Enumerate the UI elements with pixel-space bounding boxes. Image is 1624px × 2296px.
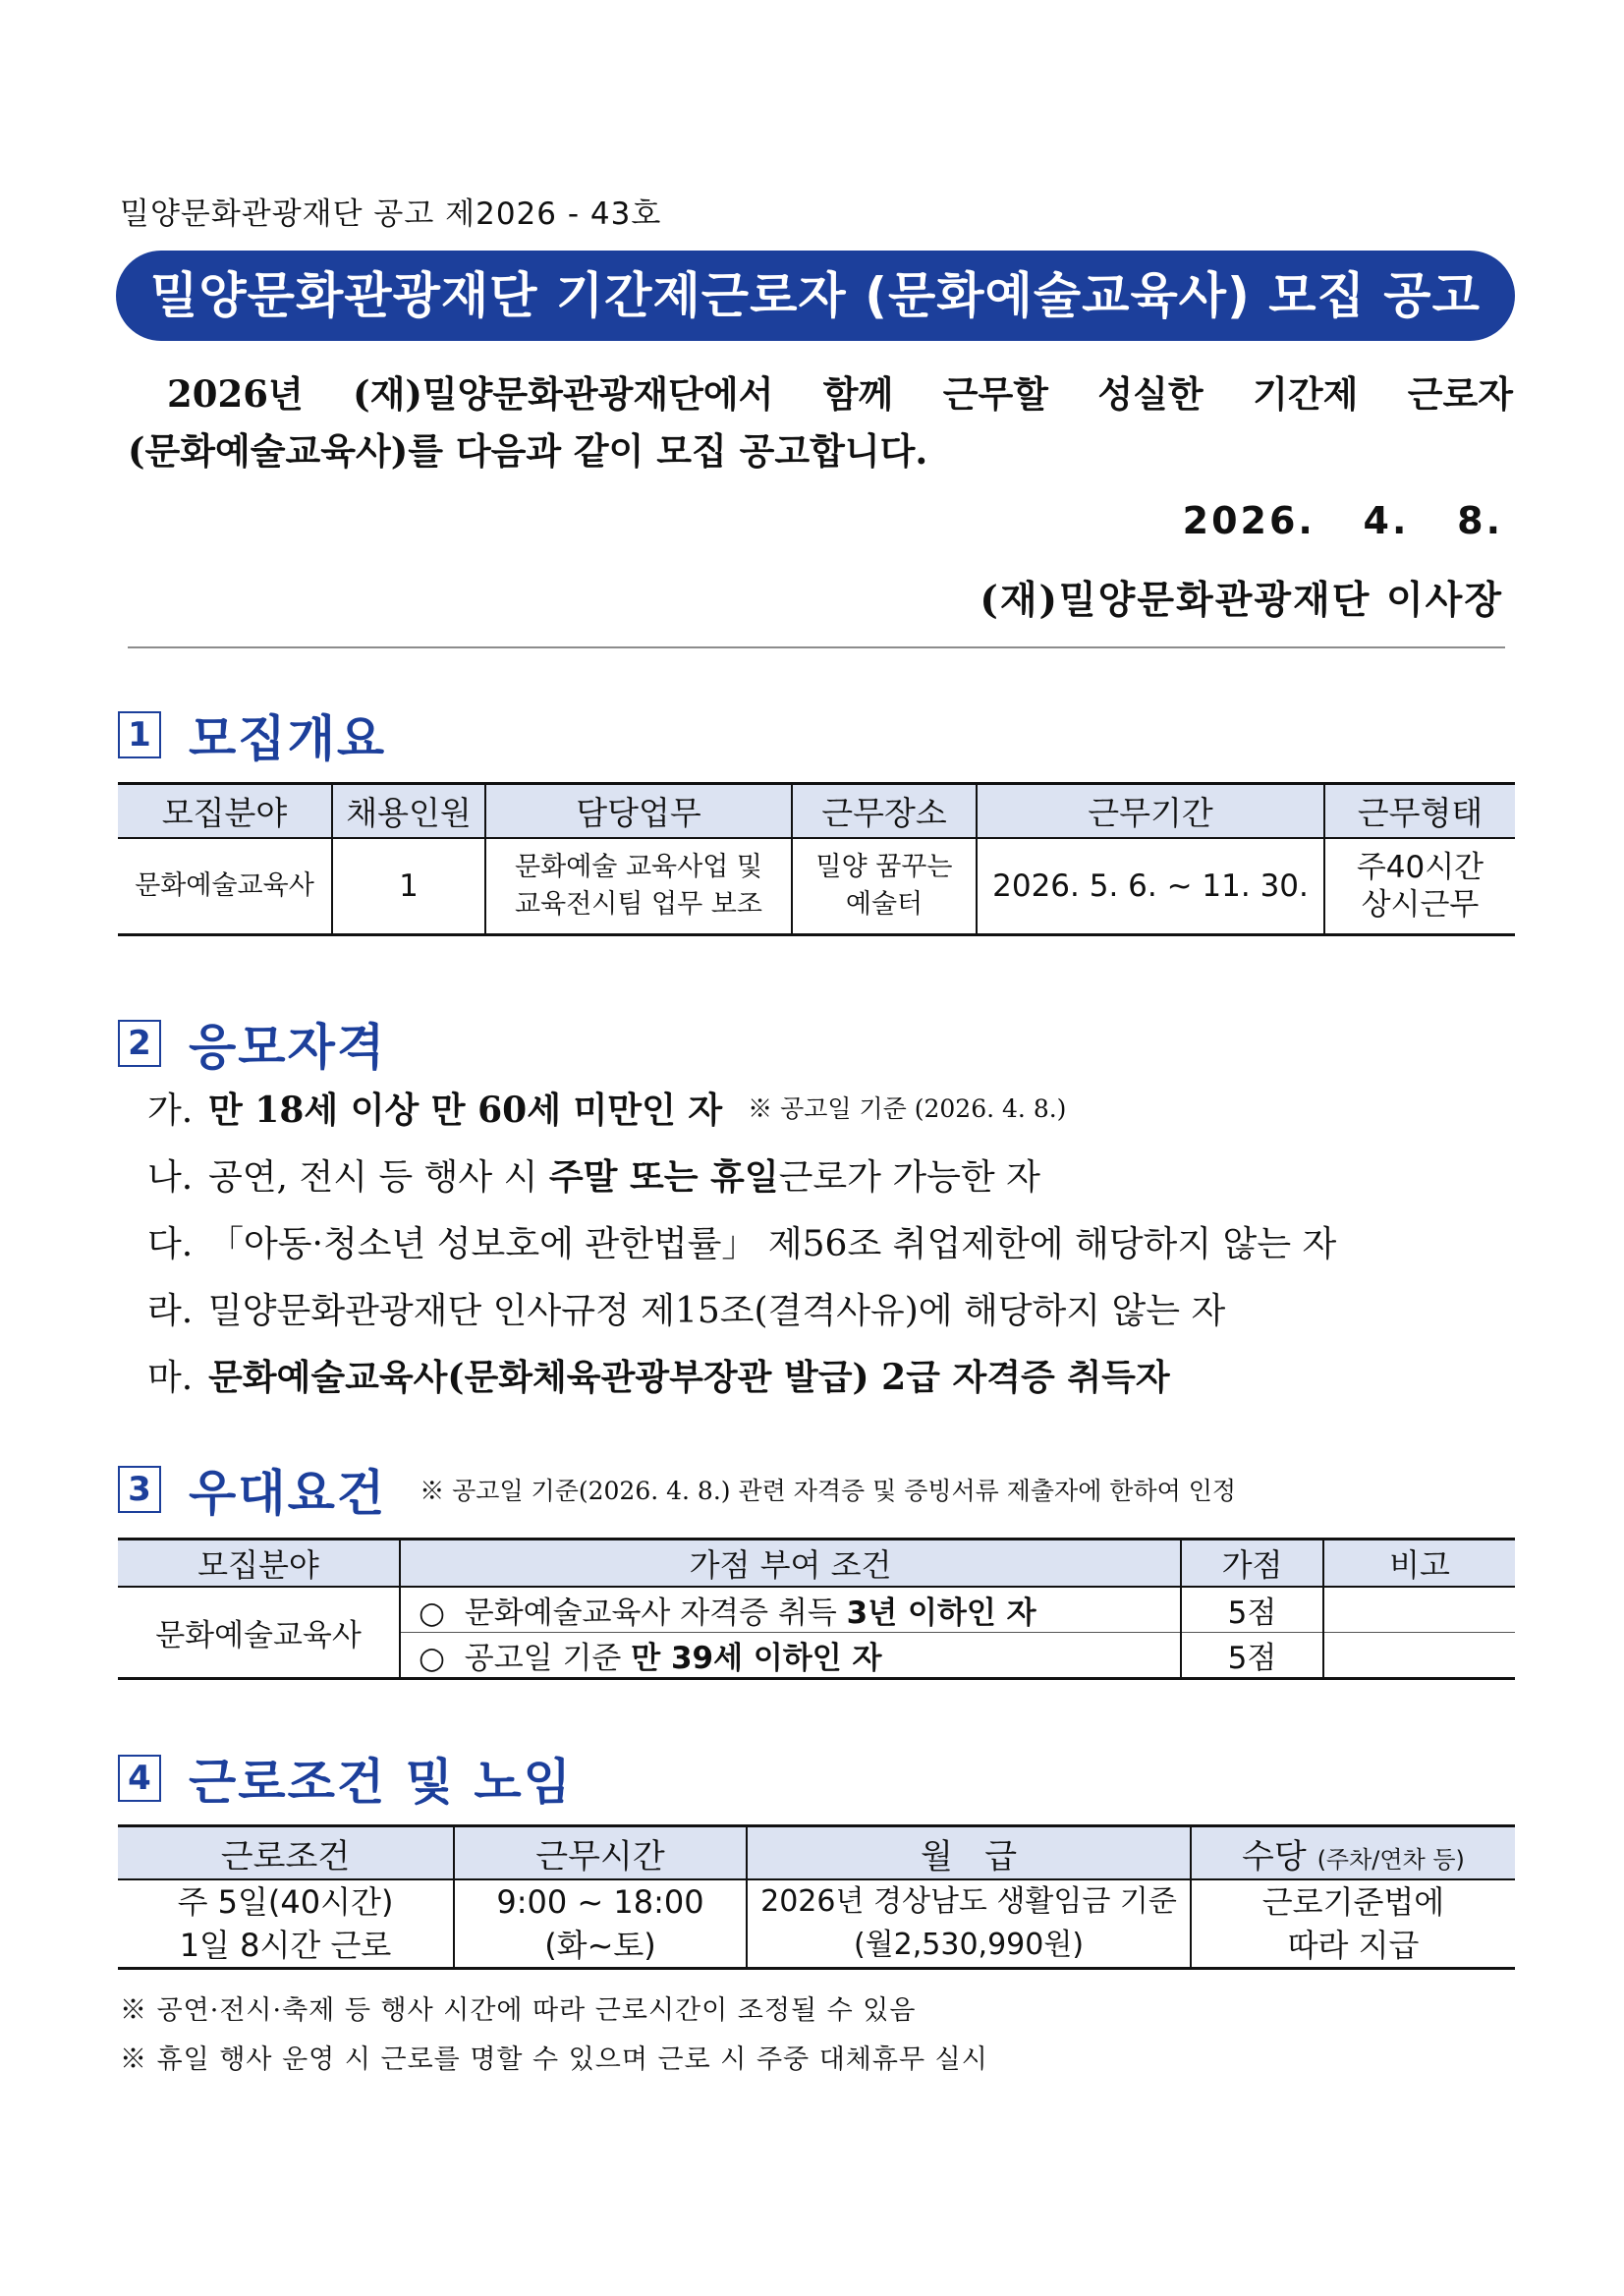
item-marker: 라. xyxy=(147,1290,194,1331)
table-cell-condition xyxy=(400,1633,1181,1679)
preference-table xyxy=(118,1538,1515,1680)
table-cell-allowance xyxy=(1191,1879,1515,1969)
table-cell-points: 5점 xyxy=(1181,1633,1323,1679)
cell-line: 주 5일(40시간) xyxy=(177,1883,394,1921)
table-row xyxy=(118,838,1515,935)
table-cell-remark xyxy=(1323,1633,1515,1679)
condition-emphasis: 3년 이하인 자 xyxy=(846,1596,1036,1631)
intro-paragraph xyxy=(128,365,1513,479)
item-text: 「아동·청소년 성보호에 관한법률」 제56조 취업제한에 해당하지 않는 자 xyxy=(208,1223,1337,1264)
item-note: ※ 공고일 기준 (2026. 4. 8.) xyxy=(748,1094,1067,1123)
section-title: 모집개요 xyxy=(189,710,387,767)
cell-line: 9:00 ~ 18:00 xyxy=(496,1883,704,1921)
header-text: 수당 xyxy=(1242,1836,1307,1876)
section-heading-overview xyxy=(118,700,386,770)
divider xyxy=(128,646,1505,648)
section-title: 근로조건 및 노임 xyxy=(189,1754,573,1811)
item-text: 밀양문화관광재단 인사규정 제15조(결격사유)에 해당하지 않는 자 xyxy=(208,1290,1226,1331)
table-header: 근무기간 xyxy=(977,784,1324,839)
footnote: ※ 휴일 행사 운영 시 근로를 명할 수 있으며 근로 시 주중 대체휴무 실시 xyxy=(120,2044,988,2075)
qualification-list xyxy=(147,1074,1515,1408)
cell-line: 따라 지급 xyxy=(1287,1927,1420,1964)
list-item xyxy=(147,1341,1515,1408)
table-header: 가점 xyxy=(1181,1540,1323,1588)
table-cell-condition xyxy=(400,1587,1181,1633)
cell-line: 교육전시팀 업무 보조 xyxy=(515,889,762,920)
page-title: 밀양문화관광재단 기간제근로자 (문화예술교육사) 모집 공고 xyxy=(116,251,1515,341)
table-row xyxy=(118,1879,1515,1969)
cell-line: 예술터 xyxy=(845,889,924,920)
table-cell-hours xyxy=(454,1879,747,1969)
item-text: 근로가 가능한 자 xyxy=(778,1156,1040,1198)
cell-line: 상시근무 xyxy=(1361,887,1480,923)
condition-text: ○ 공고일 기준 xyxy=(419,1641,632,1676)
cell-line: 1일 8시간 근로 xyxy=(179,1927,392,1964)
table-header: 담당업무 xyxy=(485,784,792,839)
table-cell-place xyxy=(792,838,977,935)
table-header-row xyxy=(118,784,1515,839)
table-header: 근로조건 xyxy=(118,1826,454,1880)
section-number: 3 xyxy=(118,1466,161,1513)
table-header: 근무장소 xyxy=(792,784,977,839)
table-header: 가점 부여 조건 xyxy=(400,1540,1181,1588)
table-header: 비고 xyxy=(1323,1540,1515,1588)
table-header: 모집분야 xyxy=(118,1540,400,1588)
cell-line: (화~토) xyxy=(544,1927,656,1964)
table-header: 채용인원 xyxy=(332,784,485,839)
section-heading-qualifications xyxy=(118,1008,386,1079)
list-item xyxy=(147,1274,1515,1341)
list-item xyxy=(147,1207,1515,1274)
section-heading-preferences xyxy=(118,1454,1236,1525)
item-text: 공연, 전시 등 행사 시 xyxy=(208,1156,549,1198)
header-subtext: (주차/연차 등) xyxy=(1316,1845,1465,1874)
table-header: 근무시간 xyxy=(454,1826,747,1880)
cell-line: (월2,530,990원) xyxy=(853,1928,1085,1962)
condition-emphasis: 만 39세 이하인 자 xyxy=(631,1641,882,1676)
cell-line: 근로기준법에 xyxy=(1261,1883,1445,1921)
intro-line-2: (문화예술교육사)를 다음과 같이 모집 공고합니다. xyxy=(128,429,928,473)
notice-number: 밀양문화관광재단 공고 제2026 - 43호 xyxy=(120,196,662,232)
footnotes xyxy=(120,1987,988,2085)
footnote: ※ 공연·전시·축제 등 행사 시간에 따라 근로시간이 조정될 수 있음 xyxy=(120,1995,917,2026)
notice-date: 2026. 4. 8. xyxy=(1182,499,1503,542)
table-cell-condition xyxy=(118,1879,454,1969)
section-number: 2 xyxy=(118,1020,161,1067)
table-cell-field: 문화예술교육사 xyxy=(155,1618,362,1653)
table-row xyxy=(118,1587,1515,1633)
cell-line: 밀양 꿈꾸는 xyxy=(815,852,953,882)
table-cell-remark xyxy=(1323,1587,1515,1633)
table-cell-period: 2026. 5. 6. ~ 11. 30. xyxy=(977,838,1324,935)
intro-line-1: 2026년 (재)밀양문화관광재단에서 함께 근무할 성실한 기간제 근로자 xyxy=(167,372,1513,416)
cell-line: 2026년 경상남도 생활임금 기준 xyxy=(760,1884,1177,1919)
table-cell-points: 5점 xyxy=(1181,1587,1323,1633)
cell-line: 문화예술 교육사업 및 xyxy=(515,852,762,882)
table-header: 모집분야 xyxy=(118,784,332,839)
item-text: 문화예술교육사(문화체육관광부장관 발급) 2급 자격증 취득자 xyxy=(208,1356,1170,1398)
signatory: (재)밀양문화관광재단 이사장 xyxy=(980,578,1503,623)
section-title: 응모자격 xyxy=(189,1019,387,1076)
list-item xyxy=(147,1141,1515,1207)
item-text-emphasis: 주말 또는 휴일 xyxy=(548,1155,779,1198)
item-text: 만 18세 이상 만 60세 미만인 자 xyxy=(208,1089,723,1131)
item-marker: 마. xyxy=(147,1357,194,1398)
item-marker: 나. xyxy=(147,1156,194,1198)
item-marker: 다. xyxy=(147,1223,194,1264)
cell-line: 주40시간 xyxy=(1356,850,1484,885)
condition-text: ○ 문화예술교육사 자격증 취득 xyxy=(419,1596,847,1631)
section-heading-conditions xyxy=(118,1743,573,1814)
table-header xyxy=(1191,1826,1515,1880)
list-item xyxy=(147,1074,1515,1141)
table-cell-count: 1 xyxy=(332,838,485,935)
table-cell-duty xyxy=(485,838,792,935)
table-header: 근무형태 xyxy=(1324,784,1515,839)
table-cell-field: 문화예술교육사 xyxy=(135,870,314,901)
section-note: ※ 공고일 기준(2026. 4. 8.) 관련 자격증 및 증빙서류 제출자에 한하여 인정 xyxy=(420,1477,1237,1505)
section-title: 우대요건 xyxy=(189,1465,387,1522)
work-conditions-table xyxy=(118,1824,1515,1970)
table-header-row xyxy=(118,1540,1515,1588)
table-cell-pay xyxy=(747,1879,1191,1969)
item-marker: 가. xyxy=(147,1090,194,1131)
overview-table xyxy=(118,782,1515,936)
table-header: 월 급 xyxy=(747,1826,1191,1880)
section-number: 4 xyxy=(118,1755,161,1802)
table-header-row xyxy=(118,1826,1515,1880)
section-number: 1 xyxy=(118,711,161,758)
table-cell-type xyxy=(1324,838,1515,935)
